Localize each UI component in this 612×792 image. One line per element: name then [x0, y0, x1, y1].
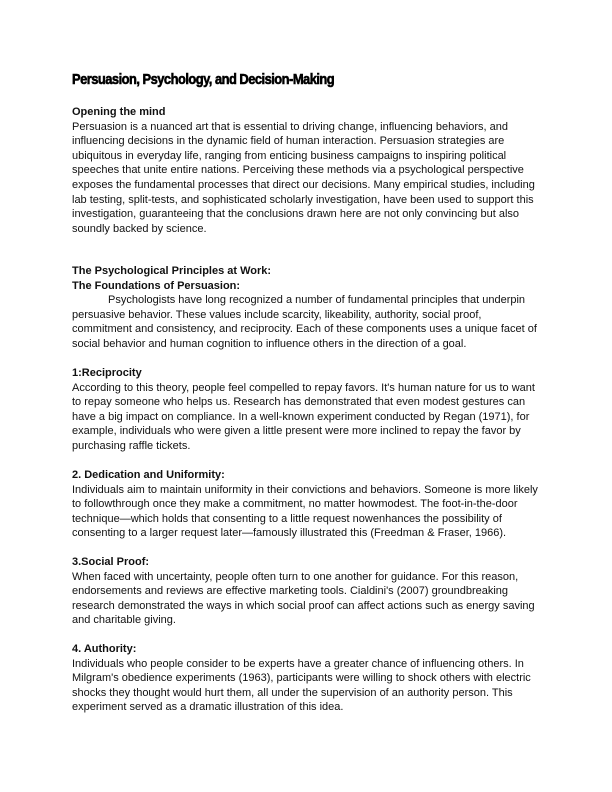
- paragraph-line: persuasive behavior. These values include scarcity, likeability, authority, social proof,: [72, 308, 482, 321]
- paragraph-line: to followthrough once they make a commitment, no matter howmodest. The foot-in-the-door: [72, 498, 518, 511]
- paragraph-line: investigation, guaranteeing that the conclusions drawn here are not only convincing but also: [72, 208, 520, 221]
- section-heading: 2. Dedication and Uniformity:: [72, 469, 225, 481]
- paragraph-line: Psychologists have long recognized a number of fundamental principles that underpin: [108, 294, 526, 307]
- paragraph-line: social behavior and human cognition to influence others in the direction of a goal.: [72, 337, 467, 350]
- paragraph-line: soundly backed by science.: [72, 222, 207, 235]
- paragraph-line: influencing decisions in the dynamic field of human interaction. Persuasion strategies are: [72, 135, 505, 148]
- section-heading: The Foundations of Persuasion:: [72, 279, 241, 292]
- paragraph-line: experiment served as a dramatic illustration of this idea.: [72, 701, 344, 714]
- paragraph-line: Milgram's obedience experiments (1963), participants were willing to shock others with electric: [72, 672, 531, 685]
- paragraph-line: Individuals who people consider to be experts have a greater chance of influencing others. In: [72, 657, 524, 670]
- section-social-proof: [72, 555, 552, 628]
- paragraph-line: ubiquitous in everyday life, ranging from enticing business campaigns to inspiring political: [72, 149, 507, 162]
- section-opening: [72, 105, 552, 236]
- section-heading: 4. Authority:: [72, 643, 137, 655]
- section-heading: 1:Reciprocity: [72, 367, 142, 379]
- paragraph-line: and charitable giving.: [72, 614, 176, 627]
- paragraph-line: Persuasion is a nuanced art that is essential to driving change, influencing behaviors, and: [72, 120, 508, 133]
- paragraph-line: consenting to a larger request later—famously illustrated this (Freedman & Fraser, 1966).: [72, 527, 507, 540]
- section-dedication: [72, 468, 552, 541]
- paragraph-line: exposes the fundamental processes that direct our decisions. Many empirical studies, including: [72, 178, 535, 191]
- paragraph-line: technique—which holds that consenting to a little request nowenhances the possibility of: [72, 512, 502, 525]
- paragraph-line: lab testing, split-tests, and sophisticated scholarly investigation, have been used to support this: [72, 193, 534, 206]
- section-heading: The Psychological Principles at Work:: [72, 265, 272, 277]
- section-heading: Opening the mind: [72, 106, 166, 118]
- section-reciprocity: [72, 366, 552, 454]
- paragraph-line: According to this theory, people feel compelled to repay favors. It's human nature for us to want: [72, 381, 535, 394]
- paragraph-line: Individuals aim to maintain uniformity in their convictions and behaviors. Someone is more likely: [72, 483, 538, 496]
- paragraph-line: commitment and consistency, and reciprocity. Each of these components uses a unique facet of: [72, 323, 537, 336]
- paragraph-line: research demonstrated the ways in which social proof can affect actions such as energy saving: [72, 599, 535, 612]
- document-title: Persuasion, Psychology, and Decision-Making: [72, 71, 335, 88]
- paragraph-line: to repay someone who helps us. Research has demonstrated that even modest gestures can: [72, 396, 526, 409]
- paragraph-line: have a big impact on compliance. In a well-known experiment conducted by Regan (1971), for: [72, 410, 530, 423]
- paragraph-line: endorsements and reviews are effective marketing tools. Cialdini's (2007) groundbreaking: [72, 585, 509, 598]
- paragraph-line: purchasing raffle tickets.: [72, 439, 191, 452]
- paragraph-line: When faced with uncertainty, people often turn to one another for guidance. For this reason,: [72, 570, 519, 583]
- section-principles: [72, 264, 552, 352]
- paragraph-line: speeches that unite entire nations. Perceiving these methods via a psychological perspective: [72, 164, 524, 177]
- section-authority: [72, 642, 552, 715]
- paragraph-line: example, individuals who were given a little present were more inclined to repay the favor by: [72, 425, 521, 438]
- paragraph-line: shocks they thought would hurt them, all under the supervision of an authority person. This: [72, 686, 513, 699]
- section-heading: 3.Social Proof:: [72, 556, 150, 568]
